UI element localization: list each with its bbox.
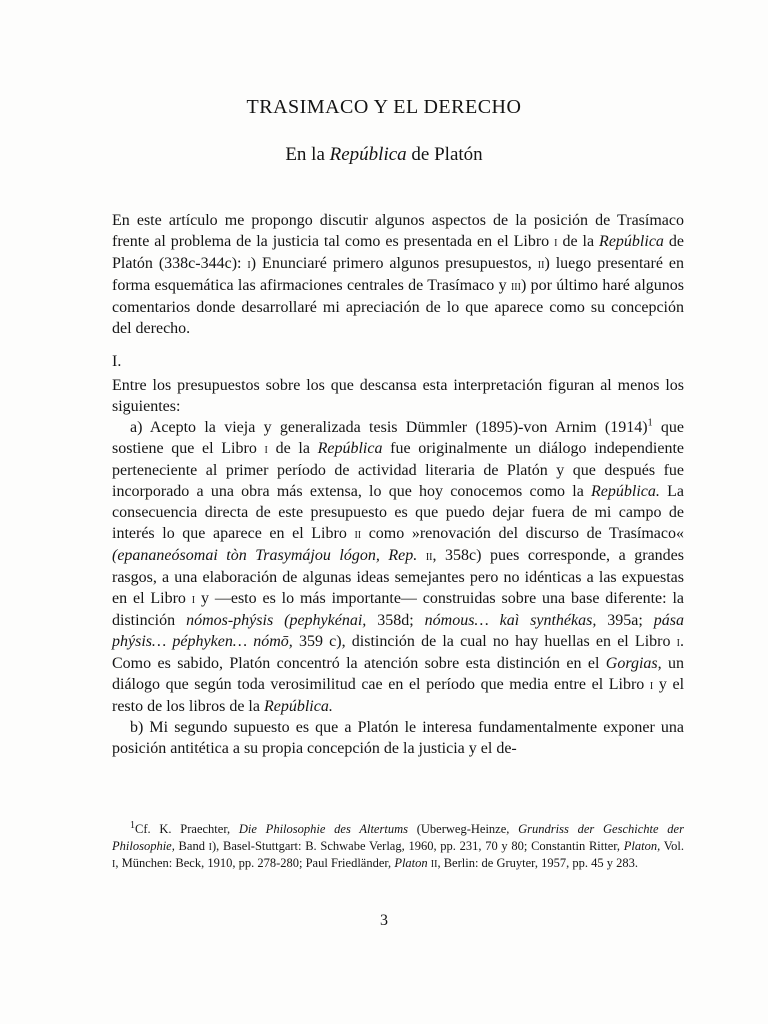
- roman-numeral: i: [676, 635, 681, 650]
- roman-numeral: iii: [510, 279, 521, 294]
- text-run: y el resto de los libros de la: [112, 676, 685, 715]
- paragraph-b: b) Mi segundo supuesto es que a Platón le interesa fundamentalmente exponer una posición antitética a su propia concepción de la justicia y el de-: [112, 719, 684, 757]
- emphasis: (epananeósomai tòn Trasymájou lógon, Rep.: [112, 547, 418, 564]
- section-heading: I.: [112, 353, 122, 370]
- emphasis: República: [599, 233, 664, 250]
- text-run: que sostiene que el Libro: [112, 419, 685, 457]
- text-run: En este artículo me propongo discutir algunos aspectos de la posición de Trasímaco frente al problema de la justicia tal como es presentada en el Libro: [112, 212, 684, 250]
- roman-numeral: i: [554, 235, 558, 250]
- paragraph-a: [112, 417, 684, 717]
- text-run: ) luego presentaré en forma esquemática las afirmaciones centrales de Trasímaco y: [112, 255, 684, 294]
- page-number: 3: [380, 912, 388, 929]
- paragraph-presupuestos: Entre los presupuestos sobre los que descansa esta interpretación figuran al menos los siguientes:: [112, 377, 684, 415]
- roman-numeral: i: [247, 257, 251, 272]
- main-text: [112, 375, 684, 759]
- article-subtitle: [0, 144, 768, 166]
- emphasis: República: [317, 440, 383, 457]
- text-run: como »renovación del discurso de Trasímaco«: [361, 525, 684, 542]
- text-run: de la: [267, 440, 318, 457]
- roman-numeral: ii: [425, 549, 433, 564]
- text-run: a) Acepto la vieja y generalizada tesis Dümmler (1895)-von Arnim (1914): [130, 419, 648, 436]
- roman-numeral: i: [264, 442, 268, 457]
- text-run: de la: [557, 233, 600, 250]
- subtitle-text: En la: [285, 144, 330, 165]
- text-run: fue originalmente un diálogo independiente perteneciente al primer período de actividad literaria de Platón y que después fue incorporado a una obra más extensa, lo que hoy conocemos como la: [112, 440, 684, 500]
- text-run: Band: [174, 839, 209, 853]
- article-title: TRASIMACO Y EL DERECHO: [246, 96, 522, 118]
- emphasis: Die Philosophie des Altertums: [238, 822, 408, 836]
- footnote: [112, 821, 684, 872]
- text-run: , München: Beck, 1910, pp. 278-280; Paul Friedländer,: [115, 856, 395, 870]
- text-run: ) Enunciaré primero algunos presupuestos,: [250, 255, 538, 272]
- subtitle-emphasis: República: [329, 144, 407, 165]
- text-run: 358d;: [366, 612, 425, 629]
- text-run: 395a;: [596, 612, 654, 629]
- roman-numeral: i: [112, 856, 116, 871]
- text-run: Vol.: [660, 839, 685, 853]
- emphasis: República.: [263, 698, 333, 715]
- footnote-number: 1: [130, 819, 135, 831]
- text-run: y —esto es lo más importante— construidas sobre una base diferente: la distinción: [112, 590, 684, 629]
- text-run: , 358c) pues corresponde, a grandes rasgos, a una elaboración de algunas ideas semejantes pero no idénticas a las expuestas en el Libro: [112, 547, 685, 607]
- emphasis: nómous… kaì synthékas,: [424, 612, 597, 629]
- text-run: La consecuencia directa de este presupuesto es que puedo dejar fuera de mi campo de interés lo que aparece en el Libro: [112, 483, 685, 542]
- intro-paragraph: [112, 210, 684, 339]
- emphasis: Platon,: [623, 839, 661, 853]
- roman-numeral: i: [191, 592, 196, 607]
- text-run: un diálogo que según toda verosimilitud cae en el período que media entre el Libro: [112, 655, 685, 693]
- roman-numeral: ii: [537, 257, 545, 272]
- footnote-marker: 1: [647, 417, 653, 429]
- text-run: Cf. K. Praechter,: [135, 822, 239, 836]
- text-run: de Platón (338c-344c):: [112, 233, 684, 272]
- emphasis: nómos-phýsis (pephykénai,: [186, 612, 367, 629]
- text-run: ) por último haré algunos comentarios donde desarrollaré mi apreciación de lo que aparece como su concepción del derecho.: [112, 277, 684, 337]
- text-run: ), Basel-Stuttgart: B. Schwabe Verlag, 1960, pp. 231, 70 y 80; Constantin Ritter,: [212, 839, 624, 853]
- roman-numeral: i: [208, 839, 213, 854]
- emphasis: pása phýsis… péphyken… nómō,: [112, 612, 684, 650]
- text-run: , Berlin: de Gruyter, 1957, pp. 45 y 283.: [437, 856, 638, 870]
- emphasis: Platon: [394, 856, 428, 870]
- roman-numeral: i: [649, 678, 654, 693]
- subtitle-text-end: de Platón: [406, 144, 483, 165]
- text-run: . Como es sabido, Platón concentró la atención sobre esta distinción en el: [112, 633, 685, 672]
- roman-numeral: ii: [354, 527, 362, 542]
- emphasis: República.: [591, 483, 660, 500]
- emphasis: Grundriss der Geschichte der Philosophie,: [112, 822, 684, 853]
- text-run: [417, 547, 426, 564]
- text-run: 359 c), distinción de la cual no hay huellas en el Libro: [292, 633, 677, 650]
- emphasis: Gorgias,: [605, 655, 662, 672]
- roman-numeral: ii: [430, 856, 438, 871]
- text-run: (Uberweg-Heinze,: [407, 822, 519, 836]
